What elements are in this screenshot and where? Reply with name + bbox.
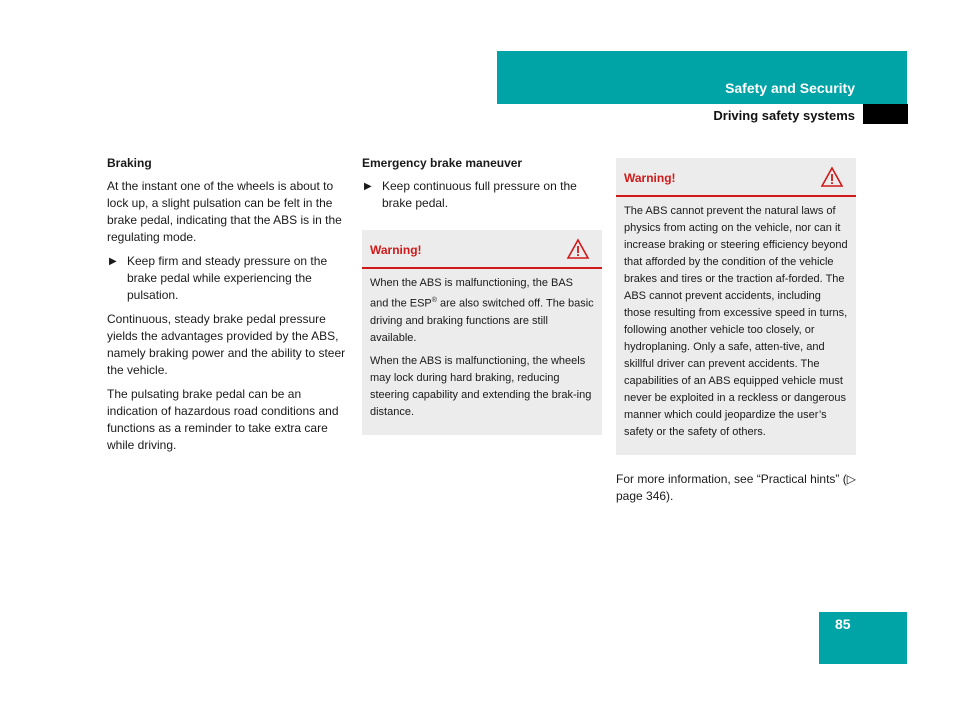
heading-emergency: Emergency brake maneuver [362, 156, 523, 170]
paragraph: At the instant one of the wheels is about to lock up, a slight pulsation can be felt in the brake pedal, indicating that the ABS is in the regulating mode. [107, 179, 342, 244]
warning-box [362, 230, 602, 435]
bullet-item [107, 253, 347, 304]
column-abs-warning [616, 155, 856, 512]
warning-header [616, 158, 856, 197]
bullet-text: Keep continuous full pressure on the brake pedal. [382, 179, 577, 210]
subsection-title: Driving safety systems [713, 108, 855, 123]
page-number: 85 [835, 616, 851, 632]
triangle-bullet-icon: ▶ [109, 256, 117, 267]
paragraph: The pulsating brake pedal can be an indication of hazardous road conditions and functions as a reminder to take extra care while driving. [107, 387, 339, 452]
heading-braking: Braking [107, 156, 152, 170]
bullet-text: Keep firm and steady pressure on the brake pedal while experiencing the pulsation. [127, 254, 328, 302]
warning-label: Warning! [370, 243, 422, 257]
column-emergency [362, 155, 602, 435]
warning-text: The ABS cannot prevent the natural laws of physics from acting on the vehicle, nor can it increase braking or steering efficiency beyond that afforded by the condition of the vehicle brakes and tires or the traction af-forded. The ABS cannot prevent accidents, including those resulting from excessive speed in turns, following another vehicle too closely, or hydroplaning. Only a safe, atten-tive, and skillful driver can prevent accidents. The capabilities of an ABS equipped vehicle must never be exploited in a reckless or dangerous manner which could jeopardize the user’s safety or the safety of others. [624, 205, 848, 438]
warning-triangle-icon [820, 166, 844, 193]
header-band [497, 51, 907, 104]
warning-label: Warning! [624, 171, 676, 185]
triangle-bullet-icon: ▶ [364, 181, 372, 192]
paragraph: Continuous, steady brake pedal pressure yields the advantages provided by the ABS, namely braking power and the ability to steer the vehicle. [107, 312, 346, 377]
more-info-text: For more information, see “Practical hints” (▷ page 346). [616, 472, 856, 503]
warning-header [362, 230, 602, 269]
warning-text: When the ABS is malfunctioning, the BAS and the ESP® are also switched off. The basic driving and braking functions are still available. [370, 277, 594, 344]
bullet-item [362, 178, 602, 212]
warning-text: When the ABS is malfunctioning, the wheels may lock during hard braking, reducing steering capability and extending the brak-ing distance. [370, 354, 592, 418]
section-title: Safety and Security [725, 80, 855, 96]
warning-triangle-icon [566, 238, 590, 265]
page-number-box [819, 612, 907, 664]
column-braking [107, 155, 347, 461]
warning-box [616, 158, 856, 455]
section-tab-marker [863, 104, 908, 124]
